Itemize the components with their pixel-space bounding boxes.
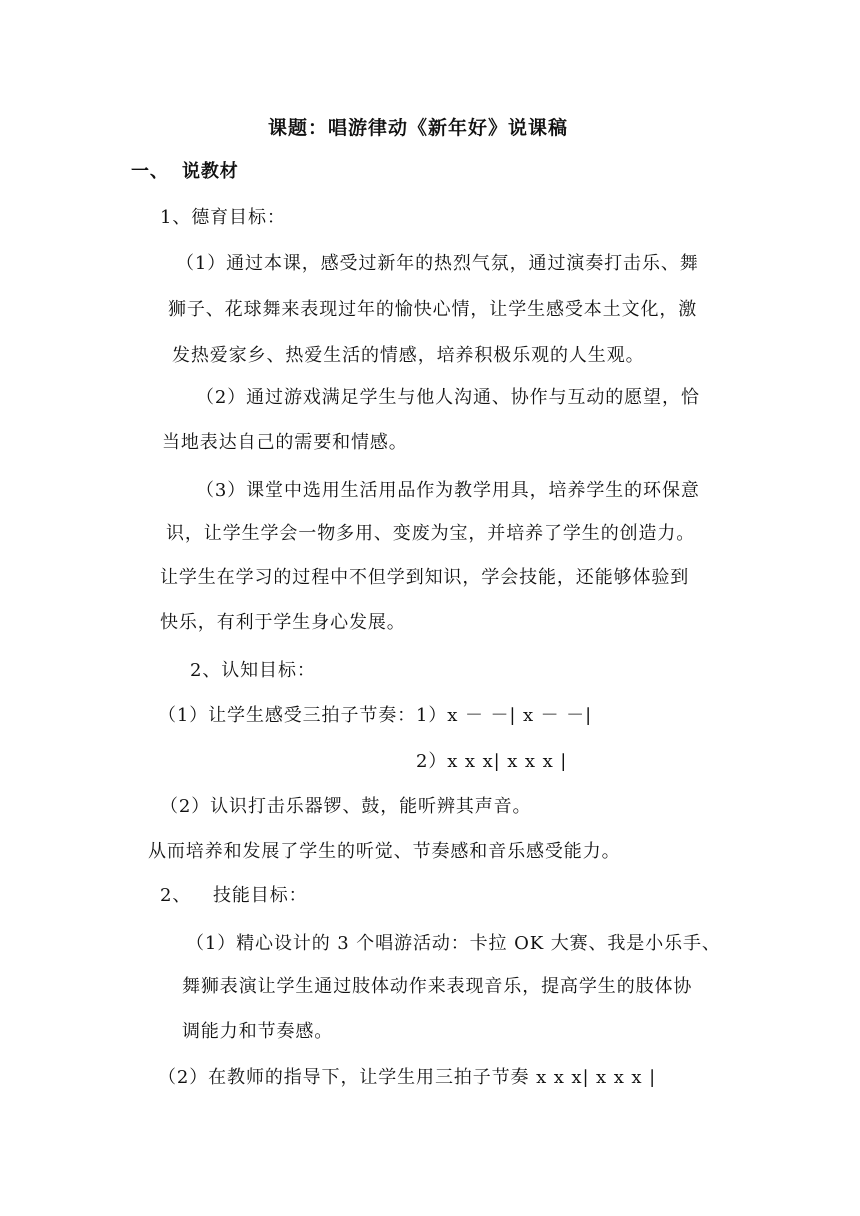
summary-line: 从而培养和发展了学生的听觉、节奏感和音乐感受能力。 [148, 841, 621, 862]
paragraph-line: （3）课堂中选用生活用品作为教学用具，培养学生的环保意 [196, 480, 700, 501]
paragraph-line: 调能力和节奏感。 [182, 1021, 334, 1042]
paragraph-line: （1）精心设计的 3 个唱游活动：卡拉 OK 大赛、我是小乐手、 [186, 933, 721, 954]
paragraph-line: （2）通过游戏满足学生与他人沟通、协作与互动的愿望，恰 [196, 387, 700, 408]
paragraph-line: （1）通过本课，感受过新年的热烈气氛，通过演奏打击乐、舞 [176, 253, 699, 274]
paragraph-line: 让学生在学习的过程中不但学到知识，学会技能，还能够体验到 [160, 567, 690, 588]
paragraph-line: 舞狮表演让学生通过肢体动作来表现音乐，提高学生的肢体协 [182, 976, 693, 997]
section-heading: 说教材 [182, 161, 239, 182]
instrument-item: （2）认识打击乐器锣、鼓，能听辨其声音。 [160, 796, 532, 817]
paragraph-line: 识，让学生学会一物多用、变废为宝，并培养了学生的创造力。 [166, 523, 696, 544]
skill-goal-heading: 技能目标： [213, 885, 308, 906]
page-title: 课题：唱游律动《新年好》说课稿 [268, 117, 569, 139]
rhythm-item: 2）x x x| x x x | [416, 751, 568, 772]
paragraph-line: （2）在教师的指导下，让学生用三拍子节奏 x x x| x x x | [158, 1067, 657, 1088]
paragraph-line: 发热爱家乡、热爱生活的情感，培养积极乐观的人生观。 [172, 345, 645, 366]
section-number: 一、 [131, 161, 169, 182]
paragraph-line: 当地表达自己的需要和情感。 [162, 432, 408, 453]
paragraph-line: 快乐，有利于学生身心发展。 [160, 612, 406, 633]
rhythm-item: （1）让学生感受三拍子节奏：1）x － －| x － －| [158, 705, 593, 726]
skill-goal-number: 2、 [160, 885, 192, 906]
paragraph-line: 狮子、花球舞来表现过年的愉快心情，让学生感受本土文化，激 [168, 299, 698, 320]
moral-goal-heading: 1、德育目标： [160, 207, 286, 228]
cognitive-goal-heading: 2、认知目标： [190, 660, 316, 681]
